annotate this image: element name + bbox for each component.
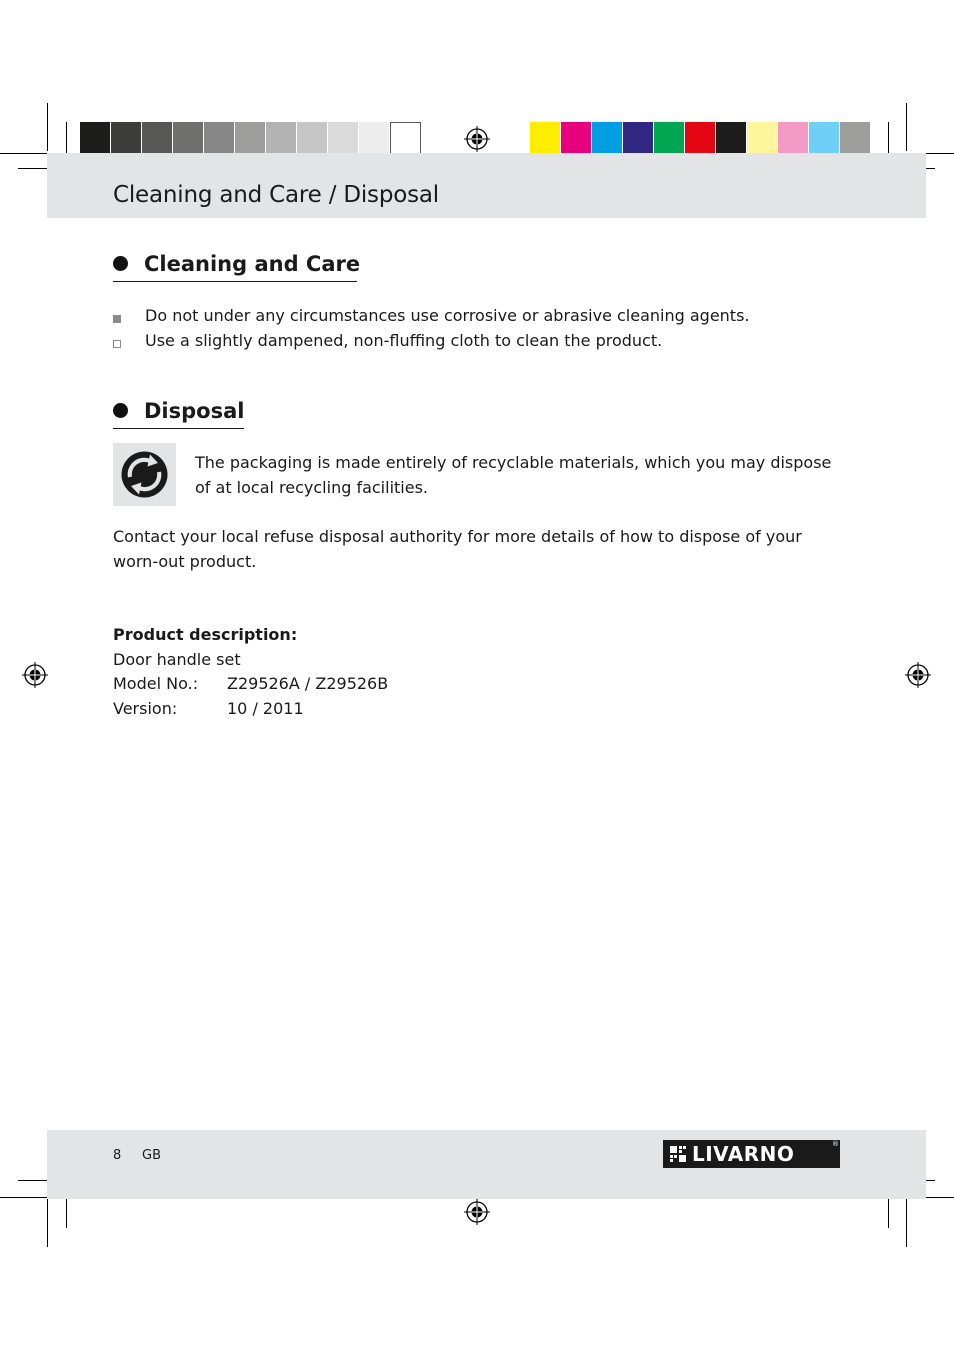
- color-swatch: [80, 122, 111, 154]
- color-swatch: [530, 122, 561, 154]
- color-swatch: [297, 122, 328, 154]
- brand-name: LIVARNO: [692, 1142, 795, 1166]
- product-description-heading: Product description:: [113, 625, 298, 644]
- cleaning-heading: [113, 252, 360, 276]
- crop-mark: [66, 1196, 67, 1228]
- version-value: 10 / 2011: [227, 699, 304, 718]
- color-swatch: [266, 122, 297, 154]
- heading-underline: [113, 428, 244, 429]
- color-swatch: [747, 122, 778, 154]
- disposal-heading: [113, 399, 244, 423]
- color-swatch: [654, 122, 685, 154]
- cleaning-heading-label: Cleaning and Care: [144, 252, 361, 276]
- packaging-text: of at local recycling facilities.: [195, 478, 428, 497]
- crop-mark: [0, 1197, 48, 1198]
- empty-square-bullet-icon: [113, 340, 121, 348]
- livarno-logo: [663, 1140, 840, 1168]
- color-swatch: [778, 122, 809, 154]
- color-swatch: [390, 122, 421, 154]
- registration-mark-icon: [22, 662, 48, 688]
- color-swatch: [809, 122, 840, 154]
- color-swatch: [592, 122, 623, 154]
- model-label: Model No.:: [113, 674, 199, 693]
- language-code: GB: [142, 1148, 161, 1163]
- color-swatch: [840, 122, 871, 154]
- cleaning-item: Use a slightly dampened, non-fluffing cloth to clean the product.: [145, 331, 663, 350]
- heading-underline: [113, 281, 357, 282]
- crop-mark: [888, 1196, 889, 1228]
- color-swatch: [328, 122, 359, 154]
- registration-mark-icon: [464, 126, 490, 152]
- registration-mark-icon: [905, 662, 931, 688]
- color-swatch: [142, 122, 173, 154]
- crop-mark: [47, 1199, 48, 1247]
- bullet-dot-icon: [113, 256, 128, 271]
- crop-mark: [906, 1199, 907, 1247]
- registered-mark: ®: [832, 1140, 839, 1148]
- recycling-green-dot-icon: [113, 443, 176, 506]
- color-swatch: [716, 122, 747, 154]
- product-name: Door handle set: [113, 650, 241, 669]
- registration-mark-icon: [464, 1199, 490, 1225]
- crop-mark: [906, 103, 907, 151]
- color-swatch: [561, 122, 592, 154]
- filled-square-bullet-icon: [113, 315, 121, 323]
- crop-mark: [47, 103, 48, 151]
- page-number: 8: [113, 1148, 122, 1163]
- cleaning-item: Do not under any circumstances use corrosive or abrasive cleaning agents.: [145, 306, 750, 325]
- color-swatch: [359, 122, 390, 154]
- page-title: Cleaning and Care / Disposal: [113, 182, 439, 208]
- contact-text: worn-out product.: [113, 552, 257, 571]
- color-swatch: [204, 122, 235, 154]
- color-swatch: [111, 122, 142, 154]
- bullet-dot-icon: [113, 403, 128, 418]
- crop-mark: [18, 1180, 50, 1181]
- color-swatch-bar: [530, 122, 871, 154]
- color-swatch: [235, 122, 266, 154]
- color-swatch: [623, 122, 654, 154]
- logo-grid-icon: [670, 1146, 688, 1162]
- disposal-heading-label: Disposal: [144, 399, 245, 423]
- crop-mark: [0, 153, 48, 154]
- model-value: Z29526A / Z29526B: [227, 674, 389, 693]
- color-swatch: [685, 122, 716, 154]
- color-swatch: [173, 122, 204, 154]
- packaging-text: The packaging is made entirely of recyclable materials, which you may dispose: [195, 453, 832, 472]
- crop-mark: [18, 168, 50, 169]
- contact-text: Contact your local refuse disposal authority for more details of how to dispose of your: [113, 527, 802, 546]
- grey-swatch-bar: [80, 122, 421, 154]
- version-label: Version:: [113, 699, 178, 718]
